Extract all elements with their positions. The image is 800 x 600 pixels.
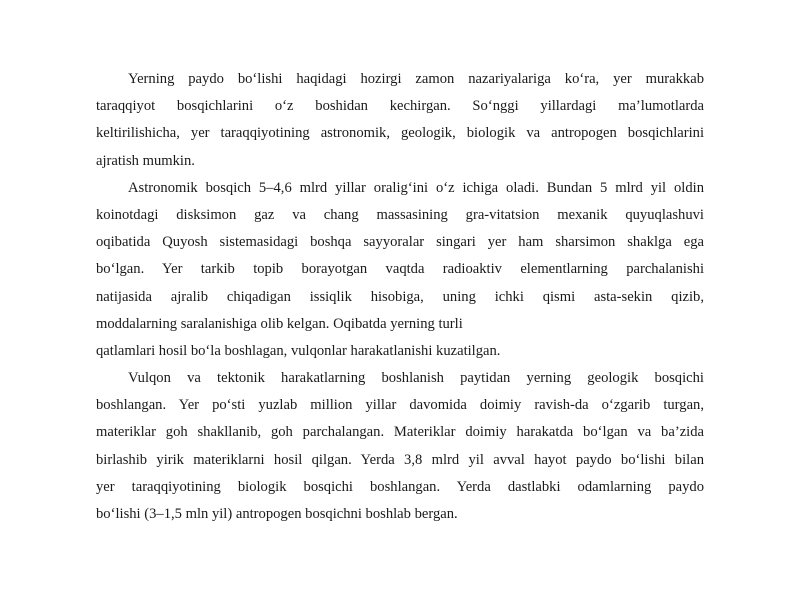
- paragraph-2-line-4: bo‘lgan. Yer tarkib topib borayotgan vaqtda radioaktiv elementlarning parchalanishi: [96, 261, 704, 278]
- paragraph-1-line-3: keltirilishicha, yer taraqqiyotining astronomik, geologik, biologik va antropogen bosqichlarini: [96, 125, 704, 142]
- paragraph-2-line-1: Astronomik bosqich 5–4,6 mlrd yillar oralig‘ini o‘z ichiga oladi. Bundan 5 mlrd yil oldin: [128, 179, 704, 196]
- paragraph-2-line-7: qatlamlari hosil bo‘la boshlagan, vulqonlar harakatlanishi kuzatilgan.: [96, 342, 501, 359]
- paragraph-3-line-4: birlashib yirik materiklarni hosil qilgan. Yerda 3,8 mlrd yil avval hayot paydo bo‘lishi bilan: [96, 451, 704, 468]
- paragraph-2-line-5: natijasida ajralib chiqadigan issiqlik hisobiga, uning ichki qismi asta-sekin qizib,: [96, 288, 704, 305]
- paragraph-2-line-2: koinotdagi disksimon gaz va chang massasining gra-vitatsion mexanik quyuqlashuvi: [96, 206, 704, 223]
- paragraph-3-line-1: Vulqon va tektonik harakatlarning boshlanish paytidan yerning geologik bosqichi: [128, 370, 704, 387]
- document-body: [96, 66, 704, 528]
- paragraph-3-line-6: bo‘lishi (3–1,5 mln yil) antropogen bosqichni boshlab bergan.: [96, 506, 458, 522]
- paragraph-3-line-2: boshlangan. Yer po‘sti yuzlab million yillar davomida doimiy ravish-da o‘zgarib turgan,: [96, 397, 704, 414]
- paragraph-3-line-5: yer taraqqiyotining biologik bosqichi boshlangan. Yerda dastlabki odamlarning paydo: [96, 478, 704, 495]
- paragraph-2-line-3: oqibatida Quyosh sistemasidagi boshqa sayyoralar singari yer ham sharsimon shaklga ega: [96, 234, 704, 251]
- paragraph-1-line-1: Yerning paydo bo‘lishi haqidagi hozirgi zamon nazariyalariga ko‘ra, yer murakkab: [128, 71, 704, 87]
- paragraph-3-line-3: materiklar goh shakllanib, goh parchalangan. Materiklar doimiy harakatda bo‘lgan va ba’zida: [96, 424, 704, 441]
- paragraph-2-line-6: moddalarning saralanishiga olib kelgan. Oqibatda yerning turli: [96, 315, 463, 332]
- paragraph-1-line-2: taraqqiyot bosqichlarini o‘z boshidan kechirgan. So‘nggi yillardagi ma’lumotlarda: [96, 98, 704, 115]
- paragraph-1-line-4: ajratish mumkin.: [96, 152, 195, 169]
